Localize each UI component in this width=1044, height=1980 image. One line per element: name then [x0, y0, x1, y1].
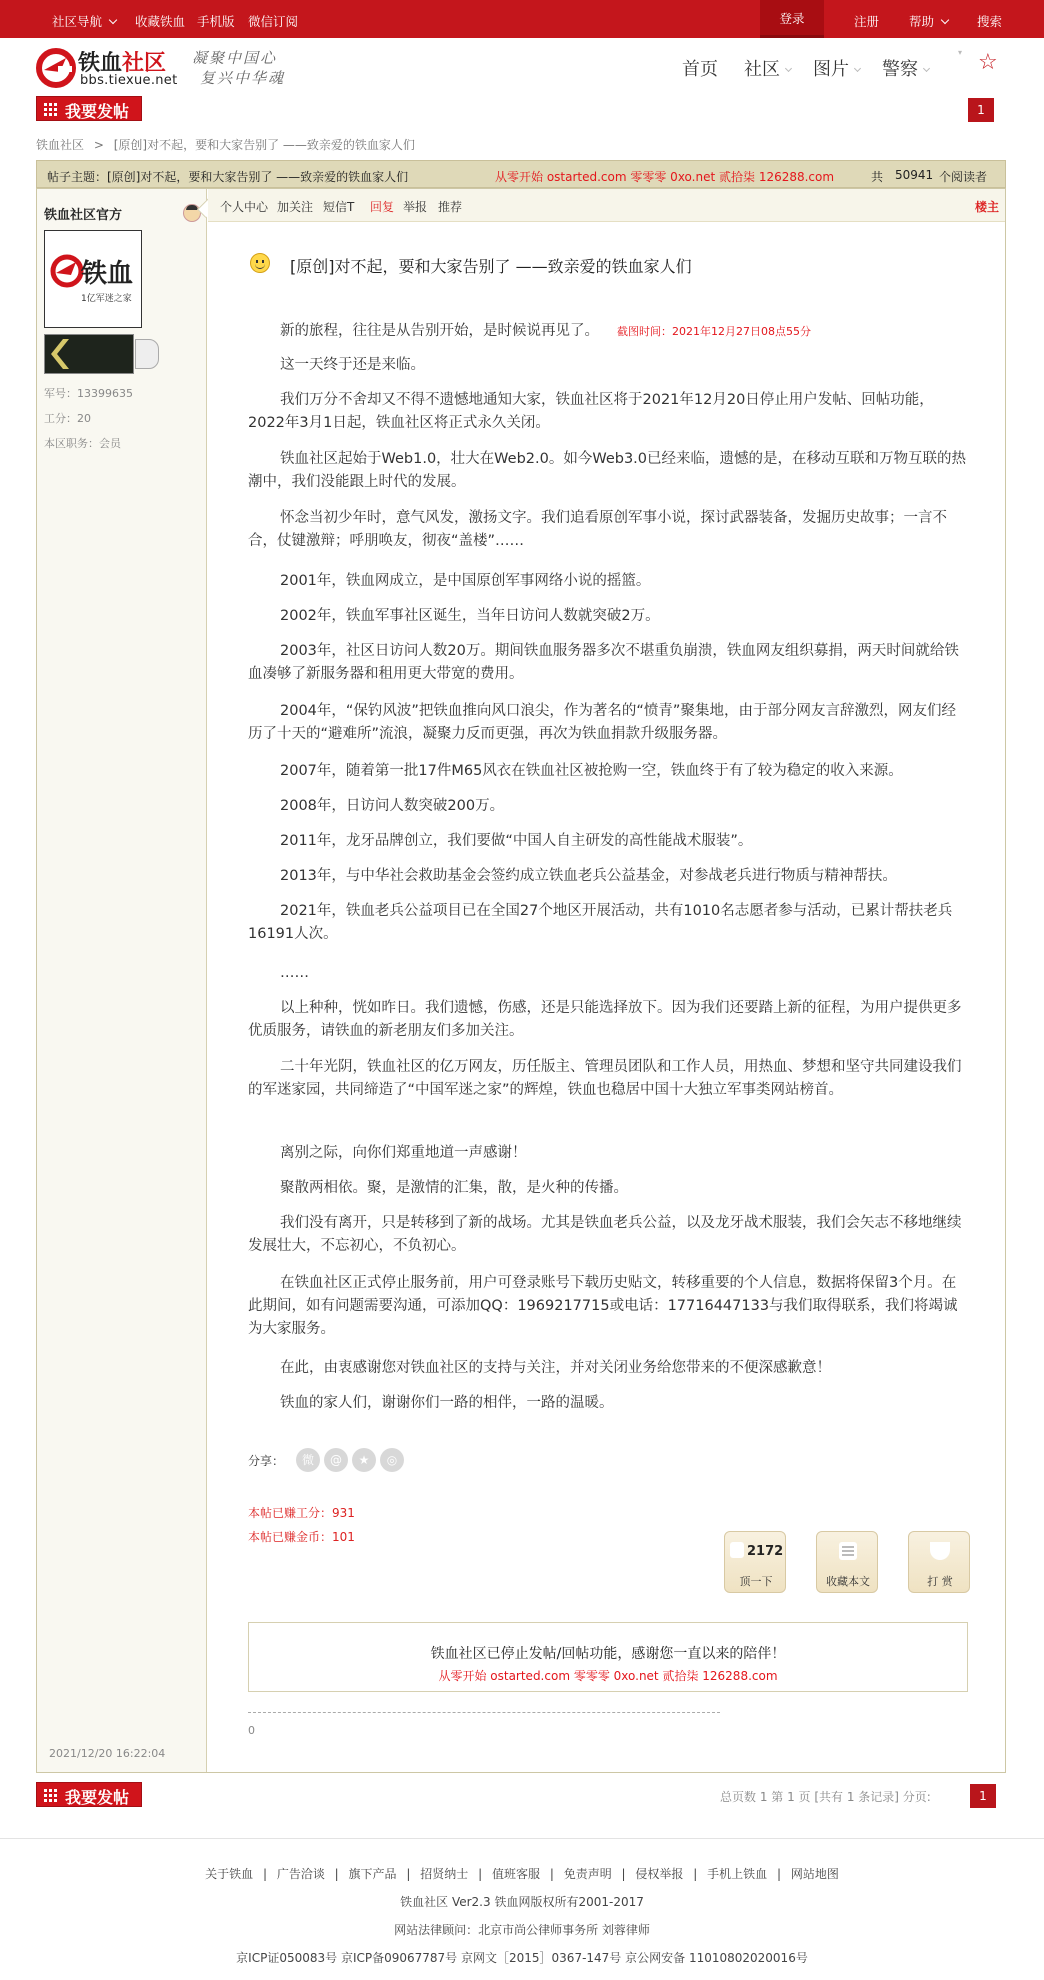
- pagination-text: 总页数 1 第 1 页 [共有 1 条记录] 分页:: [720, 1790, 931, 1804]
- rank-badge-tip: [135, 339, 159, 369]
- footer-link[interactable]: 侵权举报: [635, 1867, 684, 1881]
- smiley-icon: [250, 253, 270, 273]
- footer-legal: 网站法律顾问：北京市尚公律师事务所 刘蓉律师: [394, 1923, 650, 1937]
- logo-mark-icon: [36, 48, 76, 88]
- notice-text: 铁血社区已停止发帖/回帖功能，感谢您一直以来的陪伴！: [430, 1646, 786, 1662]
- collect-button[interactable]: [816, 1531, 878, 1593]
- paragraph: 2011年，龙牙品牌创立，我们要做“中国人自主研发的高性能战术服装”。: [280, 833, 753, 849]
- weibo-share-icon[interactable]: 微: [296, 1448, 320, 1472]
- pagination: [720, 1788, 931, 1805]
- breadcrumb-separator: >: [93, 138, 104, 152]
- footer-link[interactable]: 关于铁血: [205, 1867, 254, 1881]
- footer-icp: 京ICP证050083号 京ICP备09067787号 京网文［2015］0367-147号 京公网安备 11010802020016号: [236, 1951, 808, 1965]
- register-link[interactable]: 注册: [854, 14, 880, 29]
- share-label: 分享：: [248, 1454, 285, 1468]
- paragraph: 铁血社区起始于Web1.0，壮大在Web2.0。如今Web3.0已经来临，遗憾的是，在移动互联和万物互联的热潮中，我们没能跟上时代的发展。: [248, 451, 967, 490]
- chevron-down-icon: [941, 16, 949, 24]
- breadcrumb: [36, 136, 415, 153]
- avatar[interactable]: [44, 230, 142, 328]
- community-nav-label: 社区导航: [52, 14, 103, 29]
- avatar-text: 铁血: [81, 259, 134, 289]
- screenshot-time: 截图时间：2021年12月27日08点55分: [617, 325, 811, 338]
- footer-link[interactable]: 网站地图: [790, 1867, 839, 1881]
- like-label: 顶一下: [739, 1575, 773, 1588]
- paragraph: 二十年光阴，铁血社区的亿万网友，历任版主、管理员团队和工作人员，用热血、梦想和坚守共同建设我们的军迷家园，共同缔造了“中国军迷之家”的辉煌，铁血也稳居中国十大独立军事类网站榜首。: [248, 1059, 962, 1098]
- footer-links: [0, 1865, 1044, 1882]
- footer-sep: |: [776, 1867, 782, 1881]
- footer-sep: |: [549, 1867, 554, 1881]
- logo-name: 铁血社区: [78, 51, 167, 76]
- collect-label: 收藏本文: [826, 1575, 870, 1588]
- paragraph: 离别之际，向你们郑重地道一声感谢！: [280, 1145, 527, 1161]
- message-link[interactable]: 短信T: [323, 200, 355, 214]
- author-name[interactable]: 铁血社区官方: [44, 208, 123, 223]
- post-title: [原创]对不起，要和大家告别了 ——致亲爱的铁血家人们: [290, 257, 692, 276]
- footer-divider: [0, 1838, 1044, 1839]
- grid-icon: [44, 102, 58, 116]
- paragraph: 2001年，铁血网成立，是中国原创军事网络小说的摇篮。: [280, 573, 651, 589]
- new-post-label: 我要发帖: [65, 1788, 130, 1807]
- paragraph: 2021年，铁血老兵公益项目已在全国27个地区开展活动，共有1010名志愿者参与活动，已累计帮扶老兵16191人次。: [248, 903, 953, 942]
- wechat-link[interactable]: 微信订阅: [248, 14, 299, 29]
- footer-sep: |: [478, 1867, 483, 1881]
- qzone-share-icon[interactable]: ★: [352, 1448, 376, 1472]
- logo-slogan-2: 复兴中华魂: [200, 69, 286, 87]
- board-duty: 本区职务：会员: [44, 437, 121, 450]
- thread-bar: [36, 160, 1006, 188]
- footer-version: 铁血社区 Ver2.3 铁血网版权所有2001-2017: [400, 1895, 644, 1909]
- post-time: 2021/12/20 16:22:04: [49, 1747, 166, 1760]
- tip-button[interactable]: [908, 1531, 970, 1593]
- paragraph: 2002年，铁血军事社区诞生，当年日访问人数就突破2万。: [280, 608, 660, 624]
- thread-subject: 帖子主题：[原创]对不起，要和大家告别了 ——致亲爱的铁血家人们: [47, 170, 409, 184]
- report-link[interactable]: 举报: [403, 200, 428, 214]
- work-points: 工分：20: [44, 412, 91, 425]
- readers-prefix: 共: [871, 170, 884, 184]
- nav-police[interactable]: [882, 55, 929, 81]
- earned-points: 本帖已赚工分：931: [248, 1506, 355, 1520]
- thumbs-up-icon: [730, 1542, 744, 1558]
- document-icon: [839, 1542, 857, 1560]
- footer-sep: |: [406, 1867, 411, 1881]
- logo-slogan-1: 凝聚中国心: [192, 49, 278, 67]
- paragraph: 怀念当初少年时，意气风发，激扬文字。我们追看原创军事小说，探讨武器装备，发掘历史故事；一言不合，仗键激辩；呼朋唤友，彻夜“盖楼”……: [248, 510, 947, 549]
- grid-icon: [44, 1788, 58, 1802]
- pagination-current-page[interactable]: 1: [970, 1784, 996, 1808]
- page-number-badge[interactable]: 1: [968, 98, 994, 122]
- chevron-down-icon: ▾: [958, 48, 963, 57]
- new-post-button[interactable]: [36, 96, 142, 121]
- paragraph: 我们没有离开，只是转移到了新的战场。尤其是铁血老兵公益，以及龙牙战术服装，我们会矢志不移地继续发展壮大，不忘初心，不负初心。: [248, 1215, 962, 1254]
- paragraph: 我们万分不舍却又不得不遗憾地通知大家，铁血社区将于2021年12月20日停止用户发帖、回帖功能， 2022年3月1日起，铁血社区将正式永久关闭。: [248, 392, 934, 431]
- paragraph: 在此，由衷感谢您对铁血社区的支持与关注，并对关闭业务给您带来的不便深感歉意！: [280, 1360, 831, 1376]
- closure-notice: [248, 1622, 968, 1692]
- footer-sep: |: [262, 1867, 267, 1881]
- rank-badge: [44, 334, 134, 374]
- footer-link[interactable]: 旗下产品: [348, 1867, 397, 1881]
- bottom-counter: 0: [248, 1724, 255, 1737]
- footer-sep: |: [621, 1867, 626, 1881]
- reply-link[interactable]: 回复: [370, 200, 395, 214]
- footer-sep: |: [334, 1867, 339, 1881]
- footer-link[interactable]: 免责声明: [563, 1867, 612, 1881]
- thread-promo[interactable]: 从零开始 ostarted.com 零零零 0xo.net 贰拾柒 126288.com: [495, 170, 835, 184]
- paragraph: 2008年，日访问人数突破200万。: [280, 798, 505, 814]
- paragraph: 这一天终于还是来临。: [280, 357, 425, 373]
- footer-link[interactable]: 广告洽谈: [276, 1867, 325, 1881]
- nav-community[interactable]: [744, 55, 791, 81]
- nav-community-label: 社区: [744, 59, 780, 80]
- readers-suffix: 个阅读者: [939, 170, 988, 184]
- paragraph: 在铁血社区正式停止服务前，用户可登录账号下载历史贴文，转移重要的个人信息，数据将保留3个月。在此期间，如有问题需要沟通，可添加QQ：1969217715或电话：17716447133与我们取得联系，我们将竭诚为大家服务。: [248, 1275, 958, 1337]
- star-icon[interactable]: ☆: [978, 50, 998, 75]
- footer-link[interactable]: 值班客服: [491, 1867, 540, 1881]
- chevron-down-icon: [923, 65, 930, 72]
- like-count: 2172: [747, 1544, 784, 1559]
- breadcrumb-home[interactable]: 铁血社区: [36, 138, 85, 152]
- nav-home[interactable]: 首页: [682, 59, 718, 80]
- floor-label: 楼主: [975, 200, 1000, 214]
- tencent-weibo-share-icon[interactable]: @: [324, 1448, 348, 1472]
- logo-mark-icon: [49, 253, 85, 289]
- profile-link[interactable]: 个人中心: [220, 200, 269, 214]
- search-link[interactable]: 搜索: [977, 14, 1003, 29]
- help-label: 帮助: [909, 14, 935, 29]
- paragraph: 2007年，随着第一批17件M65风衣在铁血社区被抢购一空，铁血终于有了较为稳定的收入来源。: [280, 763, 903, 779]
- author-column: [37, 189, 207, 1772]
- login-label: 登录: [779, 11, 805, 26]
- army-number: 军号：13399635: [44, 387, 133, 400]
- like-button[interactable]: [724, 1531, 786, 1593]
- readers-count: 50941: [895, 168, 934, 182]
- tip-label: 打 赏: [927, 1575, 953, 1588]
- follow-link[interactable]: 加关注: [277, 200, 314, 214]
- tip-icon: [930, 1542, 950, 1560]
- top-bar: [0, 0, 1044, 38]
- avatar-subtext: 1亿军迷之家: [81, 294, 132, 304]
- paragraph: 2003年，社区日访问人数20万。期间铁血服务器多次不堪重负崩溃，铁血网友组织募捐，两天时间就给铁血凑够了新服务器和租用更大带宽的费用。: [248, 643, 959, 682]
- divider: [248, 1712, 720, 1713]
- post-ops-bar: [208, 189, 1005, 222]
- paragraph: ……: [280, 965, 309, 981]
- paragraph: 2013年，与中华社会救助基金会签约成立铁血老兵公益基金，对参战老兵进行物质与精神帮扶。: [280, 868, 897, 884]
- paragraph: 聚散两相依。聚，是激情的汇集，散，是火种的传播。: [280, 1180, 628, 1196]
- notice-promo[interactable]: 从零开始 ostarted.com 零零零 0xo.net 贰拾柒 126288.com: [438, 1669, 778, 1683]
- paragraph: 新的旅程，往往是从告别开始，是时候说再见了。 截图时间：2021年12月27日08点55分: [280, 323, 811, 339]
- community-nav-menu[interactable]: [52, 12, 116, 30]
- paragraph: 铁血的家人们，谢谢你们一路的相伴，一路的温暖。: [280, 1395, 614, 1411]
- login-button[interactable]: [760, 0, 824, 38]
- paragraph: 2004年，“保钓风波”把铁血推向风口浪尖，作为著名的“愤青”聚集地，由于部分网友言辞激烈，网友们经历了十天的“避难所”流浪，凝聚力反而更强，再次为铁血捐款升级服务器。: [248, 703, 956, 742]
- paragraph: 以上种种，恍如昨日。我们遗憾，伤感，还是只能选择放下。因为我们还要踏上新的征程，为用户提供更多优质服务，请铁血的新老朋友们多加关注。: [248, 1000, 962, 1039]
- site-logo[interactable]: [36, 46, 296, 90]
- logo-domain: bbs.tiexue.net: [80, 73, 178, 88]
- nav-pictures[interactable]: [813, 55, 860, 81]
- wechat-share-icon[interactable]: ◎: [380, 1448, 404, 1472]
- footer-sep: |: [693, 1867, 698, 1881]
- help-menu[interactable]: [909, 12, 948, 30]
- breadcrumb-current[interactable]: [原创]对不起，要和大家告别了 ——致亲爱的铁血家人们: [113, 138, 415, 152]
- mobile-link[interactable]: 手机版: [197, 14, 235, 29]
- footer-link[interactable]: 招贤纳士: [420, 1867, 469, 1881]
- favorite-link[interactable]: 收藏铁血: [135, 14, 186, 29]
- recommend-link[interactable]: 推荐: [438, 200, 463, 214]
- new-post-label: 我要发帖: [65, 102, 130, 121]
- new-post-button-bottom[interactable]: [36, 1782, 142, 1807]
- nav-police-label: 警察: [882, 59, 918, 80]
- chevron-down-icon: [109, 16, 117, 24]
- chevron-down-icon: [854, 65, 861, 72]
- nav-pictures-label: 图片: [813, 59, 849, 80]
- footer-link[interactable]: 手机上铁血: [707, 1867, 768, 1881]
- chevron-down-icon: [785, 65, 792, 72]
- earned-coins: 本帖已赚金币：101: [248, 1530, 355, 1544]
